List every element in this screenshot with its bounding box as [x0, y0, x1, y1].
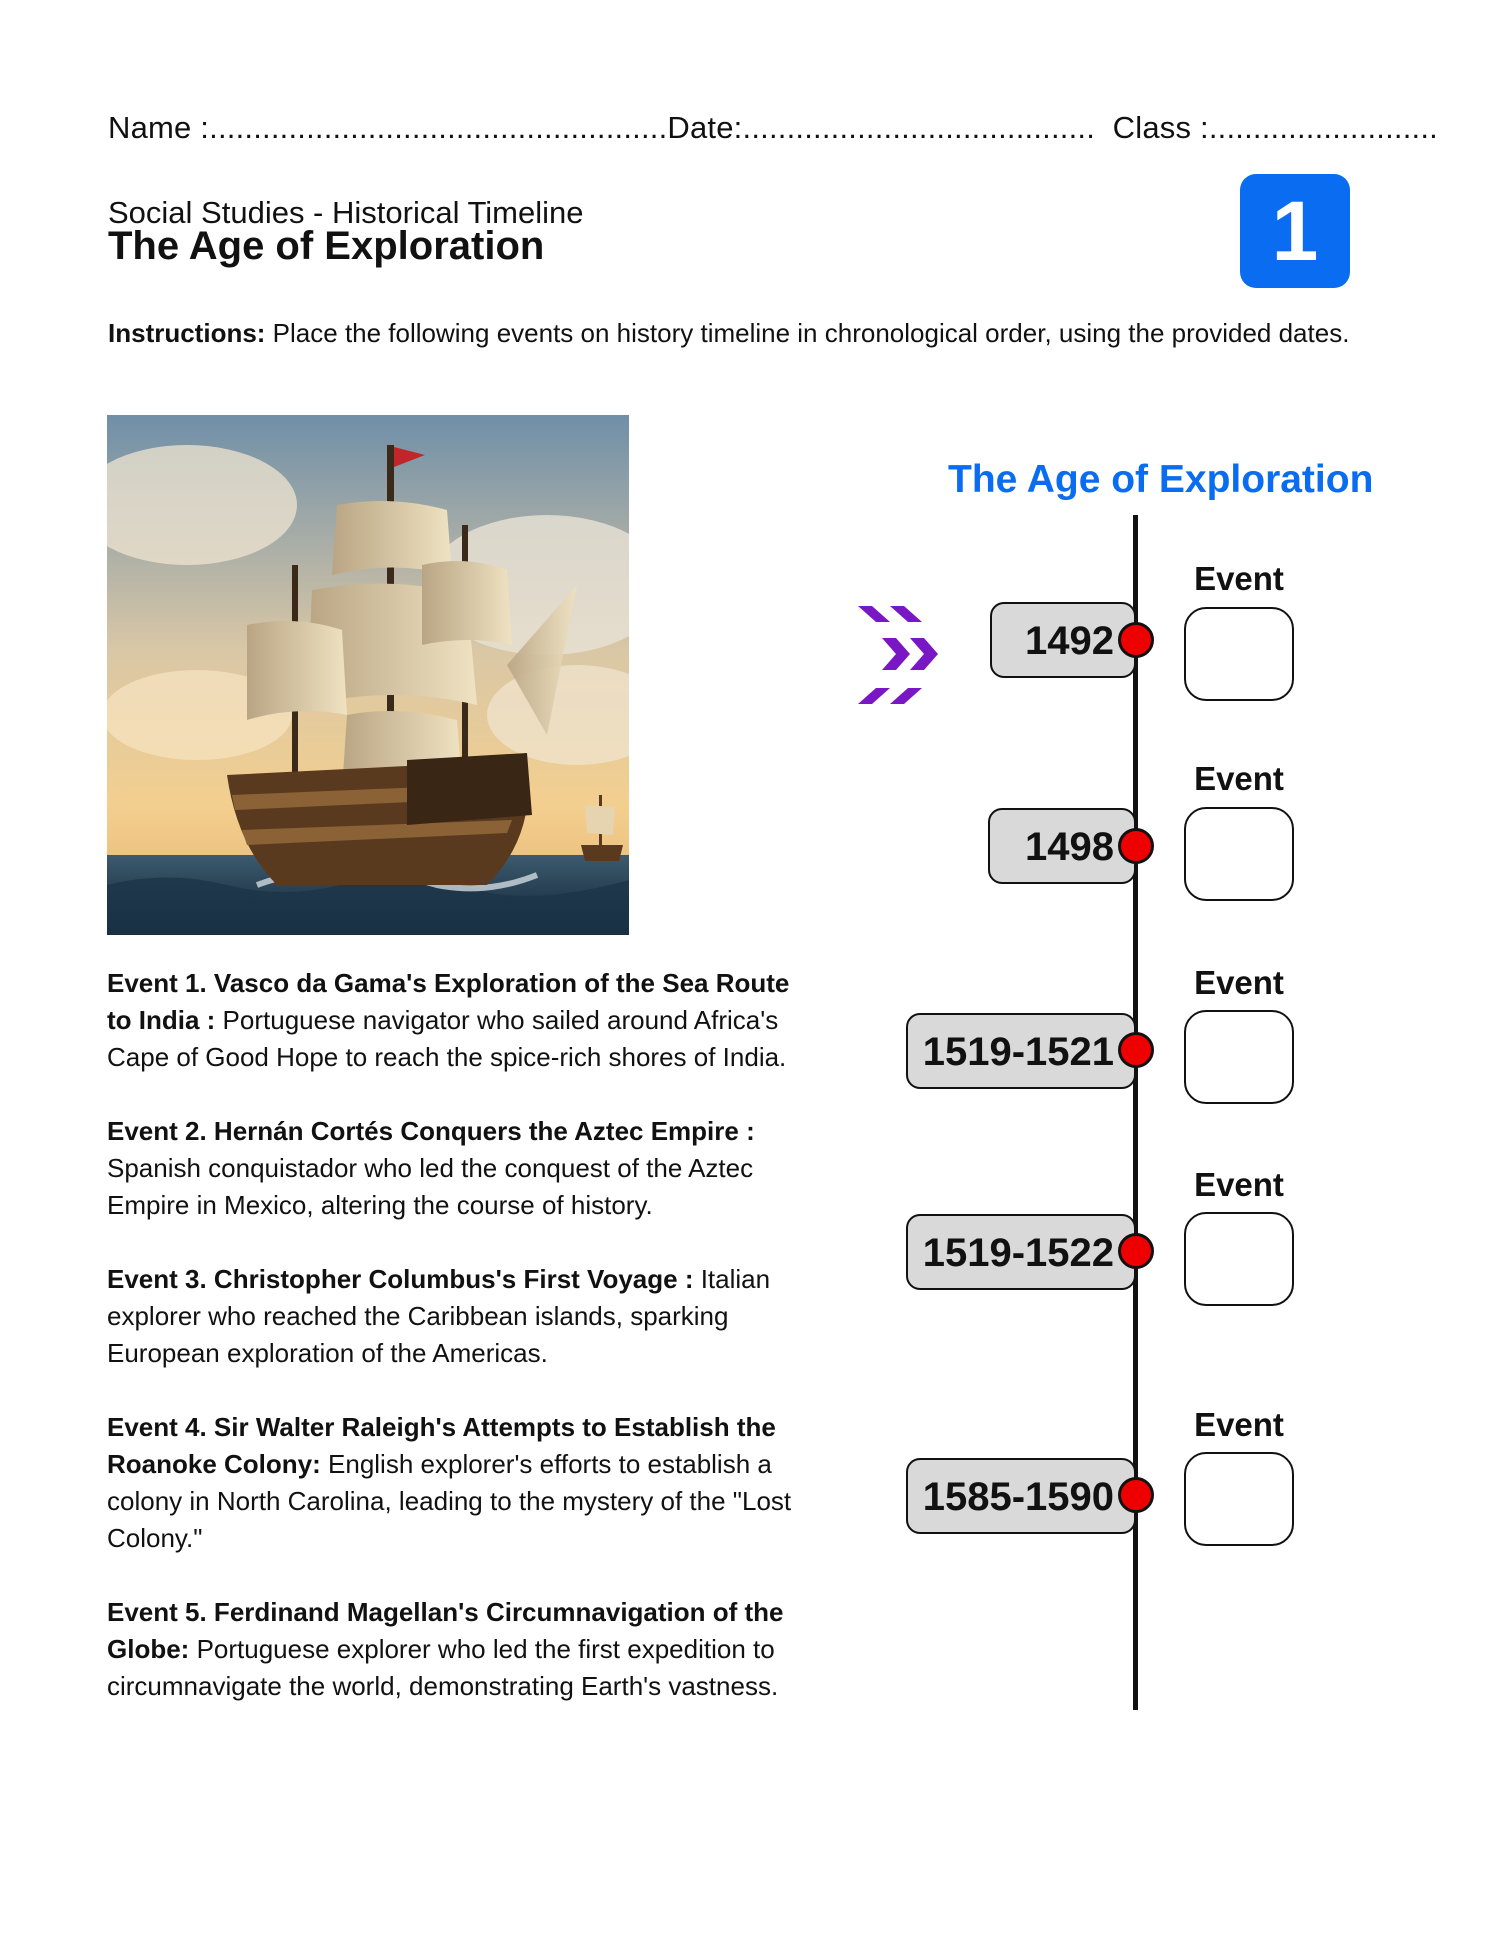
event-label: Event — [1194, 560, 1284, 597]
worksheet-number-badge: 1 — [1240, 174, 1350, 288]
student-info-line — [108, 110, 1438, 146]
event-answer-box[interactable] — [1184, 607, 1294, 701]
event-item — [107, 1594, 807, 1705]
event-label: Event — [1194, 964, 1284, 1001]
ship-illustration — [107, 415, 629, 935]
timeline-axis — [1133, 515, 1138, 1710]
event-description: Portuguese explorer who led the first expedition to circumnavigate the world, demonstrating Earth's vastness. — [107, 1634, 779, 1701]
event-description: Italian explorer who reached the Caribbean islands, sparking European exploration of the Americas. — [107, 1264, 771, 1368]
instructions-label: Instructions: — [108, 318, 266, 348]
name-label: Name : — [108, 110, 210, 145]
event-title: Event 4. Sir Walter Raleigh's Attempts to Establish the Roanoke Colony: — [107, 1412, 776, 1479]
event-title: Event 2. Hernán Cortés Conquers the Aztec Empire : — [107, 1116, 755, 1146]
timeline-date: 1585-1590 — [906, 1458, 1136, 1534]
event-item — [107, 1409, 807, 1557]
event-label: Event — [1194, 760, 1284, 797]
event-answer-box[interactable] — [1184, 1212, 1294, 1306]
event-title: Event 1. Vasco da Gama's Exploration of the Sea Route to India : — [107, 968, 790, 1035]
event-answer-box[interactable] — [1184, 1452, 1294, 1546]
timeline-marker-icon — [1118, 1477, 1154, 1513]
class-blank[interactable]: .......................... — [1208, 110, 1438, 145]
timeline-marker-icon — [1118, 1032, 1154, 1068]
subject-line: Social Studies - Historical Timeline — [108, 195, 584, 230]
date-label: Date: — [667, 110, 743, 145]
event-title: Event 5. Ferdinand Magellan's Circumnavigation of the Globe: — [107, 1597, 784, 1664]
timeline-date: 1498 — [988, 808, 1136, 884]
event-label: Event — [1194, 1406, 1284, 1443]
chevron-arrows-icon — [850, 600, 946, 717]
event-list — [107, 965, 807, 1742]
event-item — [107, 965, 807, 1076]
class-label: Class : — [1112, 110, 1209, 145]
timeline-marker-icon — [1118, 828, 1154, 864]
timeline-marker-icon — [1118, 1233, 1154, 1269]
timeline-title: The Age of Exploration — [948, 458, 1374, 501]
instructions-text: Place the following events on history timeline in chronological order, using the provided dates. — [265, 318, 1350, 348]
name-blank[interactable]: .................................................... — [209, 110, 668, 145]
event-description: Spanish conquistador who led the conquest of the Aztec Empire in Mexico, altering the course of history. — [107, 1153, 754, 1220]
timeline-date: 1492 — [990, 602, 1136, 678]
timeline-marker-icon — [1118, 622, 1154, 658]
event-title: Event 3. Christopher Columbus's First Voyage : — [107, 1264, 694, 1294]
event-label: Event — [1194, 1166, 1284, 1203]
event-item — [107, 1261, 807, 1372]
date-blank[interactable]: ........................................ — [742, 110, 1096, 145]
event-description: English explorer's efforts to establish a colony in North Carolina, leading to the mystery of the "Lost Colony." — [107, 1449, 792, 1553]
timeline-date: 1519-1522 — [906, 1214, 1136, 1290]
event-item — [107, 1113, 807, 1224]
event-description: Portuguese navigator who sailed around Africa's Cape of Good Hope to reach the spice-rich shores of India. — [107, 1005, 787, 1072]
event-answer-box[interactable] — [1184, 1010, 1294, 1104]
page-title: The Age of Exploration — [108, 224, 545, 268]
instructions — [108, 318, 1428, 349]
timeline-date: 1519-1521 — [906, 1013, 1136, 1089]
event-answer-box[interactable] — [1184, 807, 1294, 901]
